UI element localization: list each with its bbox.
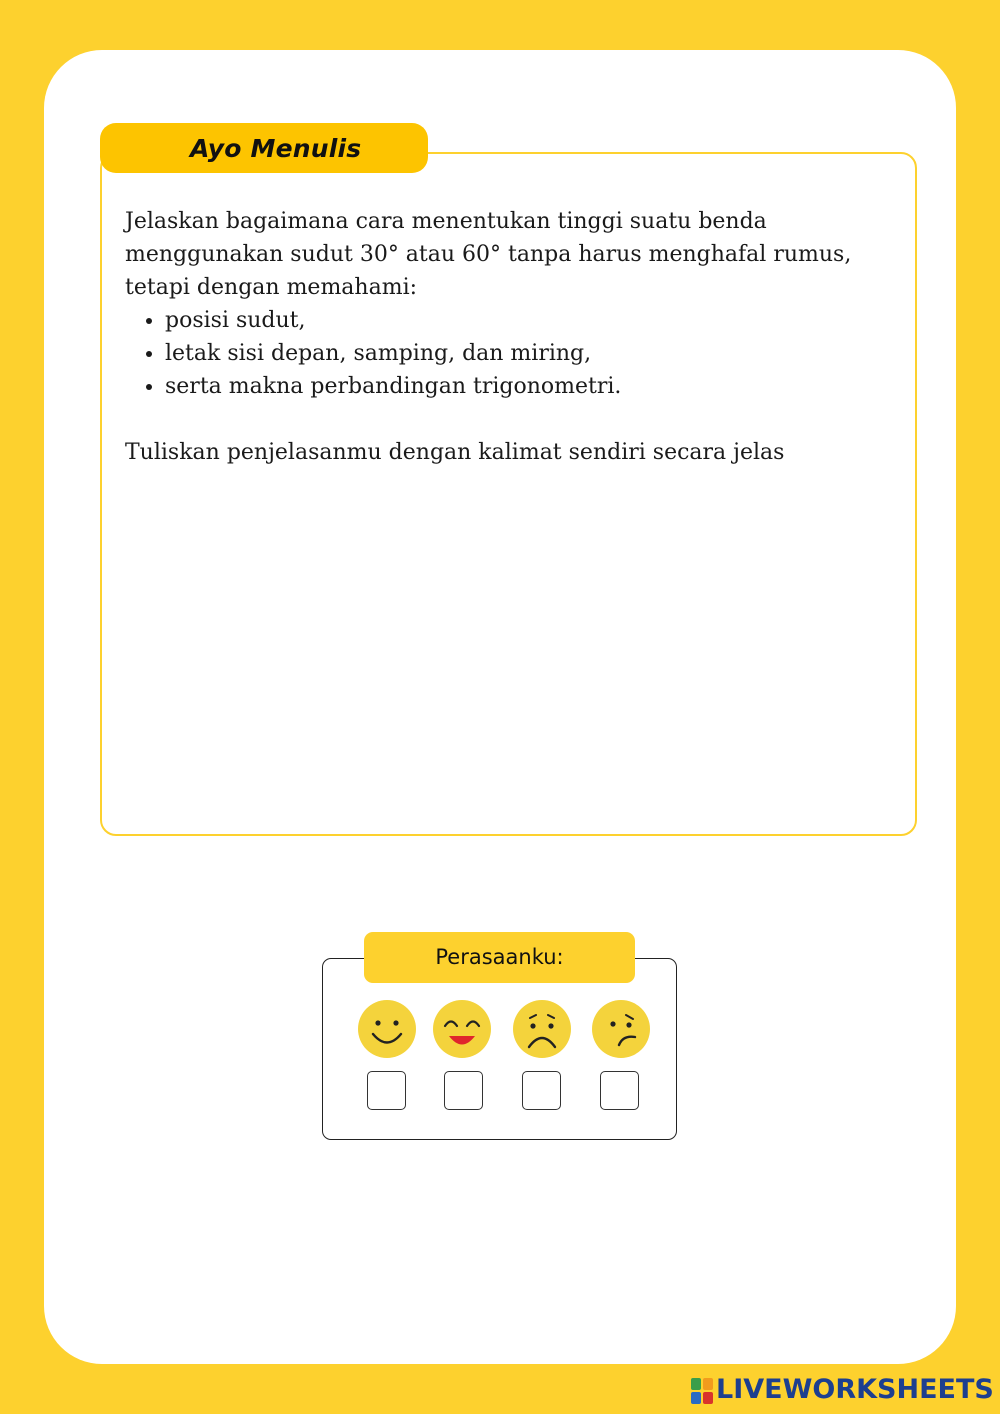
sad-face-icon [512, 999, 572, 1059]
feeling-checkbox-sad[interactable] [522, 1071, 561, 1110]
laughing-face-icon [432, 999, 492, 1059]
question-intro: Jelaskan bagaimana cara menentukan tinggi suatu benda menggunakan sudut 30° atau 60° tanpa harus menghafal rumus, tetapi dengan memahami: [125, 209, 852, 300]
question-bullet: • serta makna perbandingan trigonometri. [165, 370, 895, 403]
liveworksheets-brand [690, 1372, 994, 1408]
confused-face-icon [591, 999, 651, 1059]
feeling-checkbox-confused[interactable] [600, 1071, 639, 1110]
feelings-label: Perasaanku: [364, 932, 635, 983]
section-title: Ayo Menulis [190, 134, 362, 163]
feeling-checkbox-laughing[interactable] [444, 1071, 483, 1110]
question-bullet-list [125, 304, 895, 403]
brand-text: LIVEWORKSHEETS [716, 1374, 994, 1405]
feeling-checkbox-happy[interactable] [367, 1071, 406, 1110]
question-bullet: • posisi sudut, [165, 304, 895, 337]
liveworksheets-logo-icon [690, 1377, 714, 1405]
question-instruction: Tuliskan penjelasanmu dengan kalimat sendiri secara jelas [125, 440, 785, 465]
question-bullet: • letak sisi depan, samping, dan miring, [165, 337, 895, 370]
question-text [125, 205, 895, 469]
smiling-face-icon [357, 999, 417, 1059]
